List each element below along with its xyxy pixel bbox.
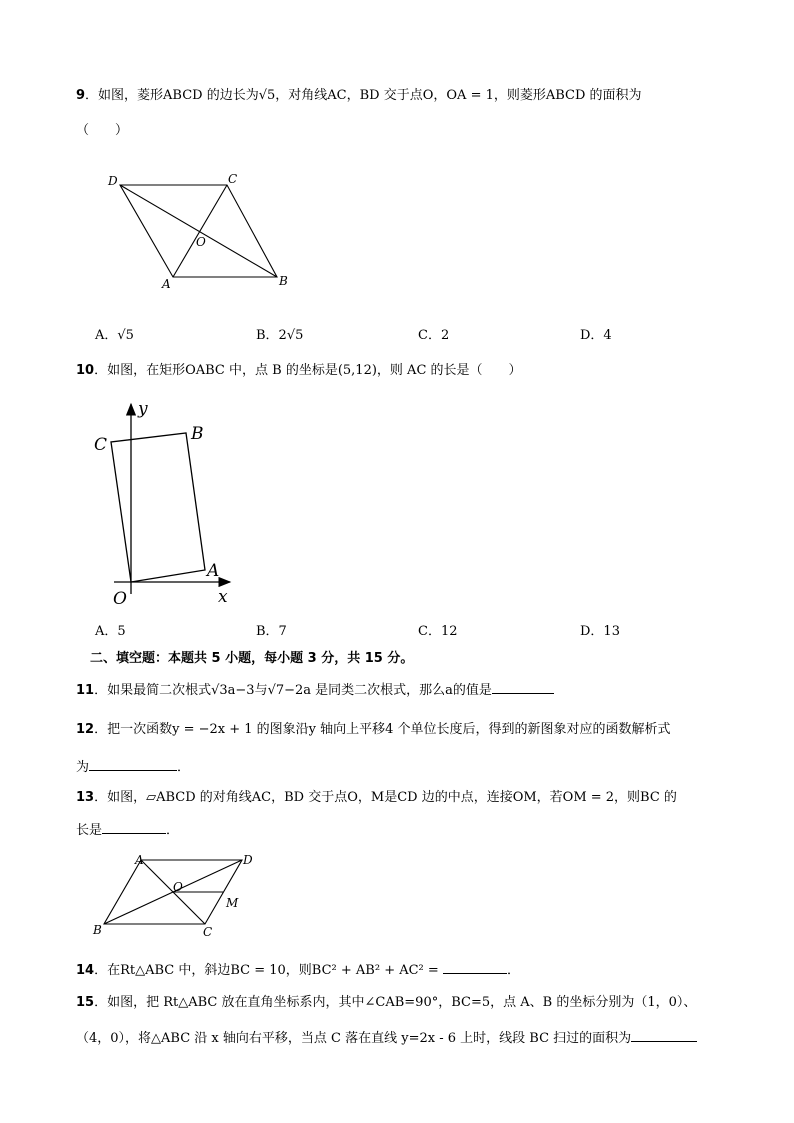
q9-label-o: O — [196, 235, 206, 249]
q13-number: 13 — [76, 790, 95, 805]
q9-diagonal-db — [120, 185, 277, 277]
q13-parallelogram-figure — [92, 851, 262, 941]
q15-stem — [76, 993, 696, 1013]
q13-label-o: O — [173, 880, 183, 894]
q9-option-d: D．4 — [580, 328, 612, 343]
q13-label-a: A — [135, 853, 144, 867]
q15-number: 15 — [76, 995, 95, 1010]
q9-option-c: C．2 — [418, 328, 450, 343]
q9-diagonal-ac — [173, 185, 227, 277]
q10-option-d: D．13 — [580, 624, 620, 639]
q9-label-c: C — [228, 172, 238, 186]
q9-label-a: A — [162, 277, 171, 291]
q10-text: ．如图，在矩形OABC 中，点 B 的坐标是(5,12)，则 AC 的长是（ ） — [94, 363, 522, 378]
q12-number: 12 — [76, 722, 95, 737]
q10-number: 10 — [76, 363, 95, 378]
q14-number: 14 — [76, 963, 95, 978]
q9-option-b: B．2√5 — [256, 328, 304, 343]
q14-stem — [76, 959, 520, 981]
q13-line2-text: 长是 — [76, 823, 103, 838]
q9-text: ．如图，菱形ABCD 的边长为√5，对角线AC，BD 交于点O，OA = 1，则菱形ABCD 的面积为 — [85, 88, 642, 103]
q13-answer-blank[interactable] — [102, 819, 166, 834]
q10-rectangle-figure — [90, 398, 250, 608]
q9-rhombus-figure — [105, 170, 305, 290]
q12-stem — [76, 720, 671, 740]
q13-line2 — [76, 819, 179, 841]
q10-option-b: B．7 — [256, 624, 287, 639]
q13-period: ． — [166, 823, 180, 838]
q14-answer-blank[interactable] — [443, 959, 507, 974]
q10-stem — [76, 361, 522, 381]
q9-label-b: B — [279, 274, 288, 288]
q10-label-c: C — [94, 435, 108, 455]
q15-answer-blank[interactable] — [631, 1027, 697, 1042]
q9-paren: （ ） — [76, 123, 129, 138]
q12-text: ．把一次函数y = −2x + 1 的图象沿y 轴向上平移4 个单位长度后，得到的新图象对应的函数解析式 — [94, 722, 671, 737]
q13-stem — [76, 788, 677, 808]
q13-text: ．如图，▱ABCD 的对角线AC，BD 交于点O，M是CD 边的中点，连接OM，若OM = 2，则BC 的 — [94, 790, 677, 805]
q12-line2-text: 为 — [76, 760, 90, 775]
q10-label-y: y — [138, 399, 148, 419]
q11-answer-blank[interactable] — [492, 679, 554, 694]
q9-stem — [76, 86, 642, 106]
q11-stem — [76, 679, 554, 701]
q13-label-c: C — [203, 925, 213, 939]
q15-text: ．如图，把 Rt△ABC 放在直角坐标系内，其中∠CAB=90°，BC=5，点 A、B 的坐标分别为（1，0）、 — [94, 995, 697, 1010]
q15-line2 — [76, 1027, 697, 1049]
q10-label-b: B — [191, 424, 204, 444]
q13-label-b: B — [93, 923, 102, 937]
q9-number: 9 — [76, 88, 86, 103]
q10-option-c: C．12 — [418, 624, 458, 639]
q9-label-d: D — [108, 174, 118, 188]
q14-text: ．在Rt△ABC 中，斜边BC = 10，则BC² + AB² + AC² = — [94, 963, 439, 978]
q12-period: ． — [177, 760, 191, 775]
q10-label-x: x — [218, 587, 228, 607]
q10-rectangle — [111, 433, 205, 582]
q14-period: ． — [506, 963, 520, 978]
q11-text: ．如果最简二次根式√3a−3与√7−2a 是同类二次根式，那么a的值是 — [94, 683, 492, 698]
q11-number: 11 — [76, 683, 95, 698]
q12-line2 — [76, 756, 190, 778]
q10-option-a: A．5 — [95, 624, 126, 639]
q15-line2-text: （4，0），将△ABC 沿 x 轴向右平移，当点 C 落在直线 y=2x - 6 上时，线段 BC 扫过的面积为 — [76, 1031, 632, 1046]
section-2-heading: 二、填空题：本题共 5 小题，每小题 3 分，共 15 分。 — [90, 651, 414, 666]
q10-label-a: A — [207, 561, 220, 581]
q10-label-o: O — [113, 589, 127, 609]
q12-answer-blank[interactable] — [89, 756, 177, 771]
q13-label-m: M — [226, 896, 239, 910]
q13-label-d: D — [243, 853, 253, 867]
q9-option-a: A．√5 — [95, 328, 134, 343]
